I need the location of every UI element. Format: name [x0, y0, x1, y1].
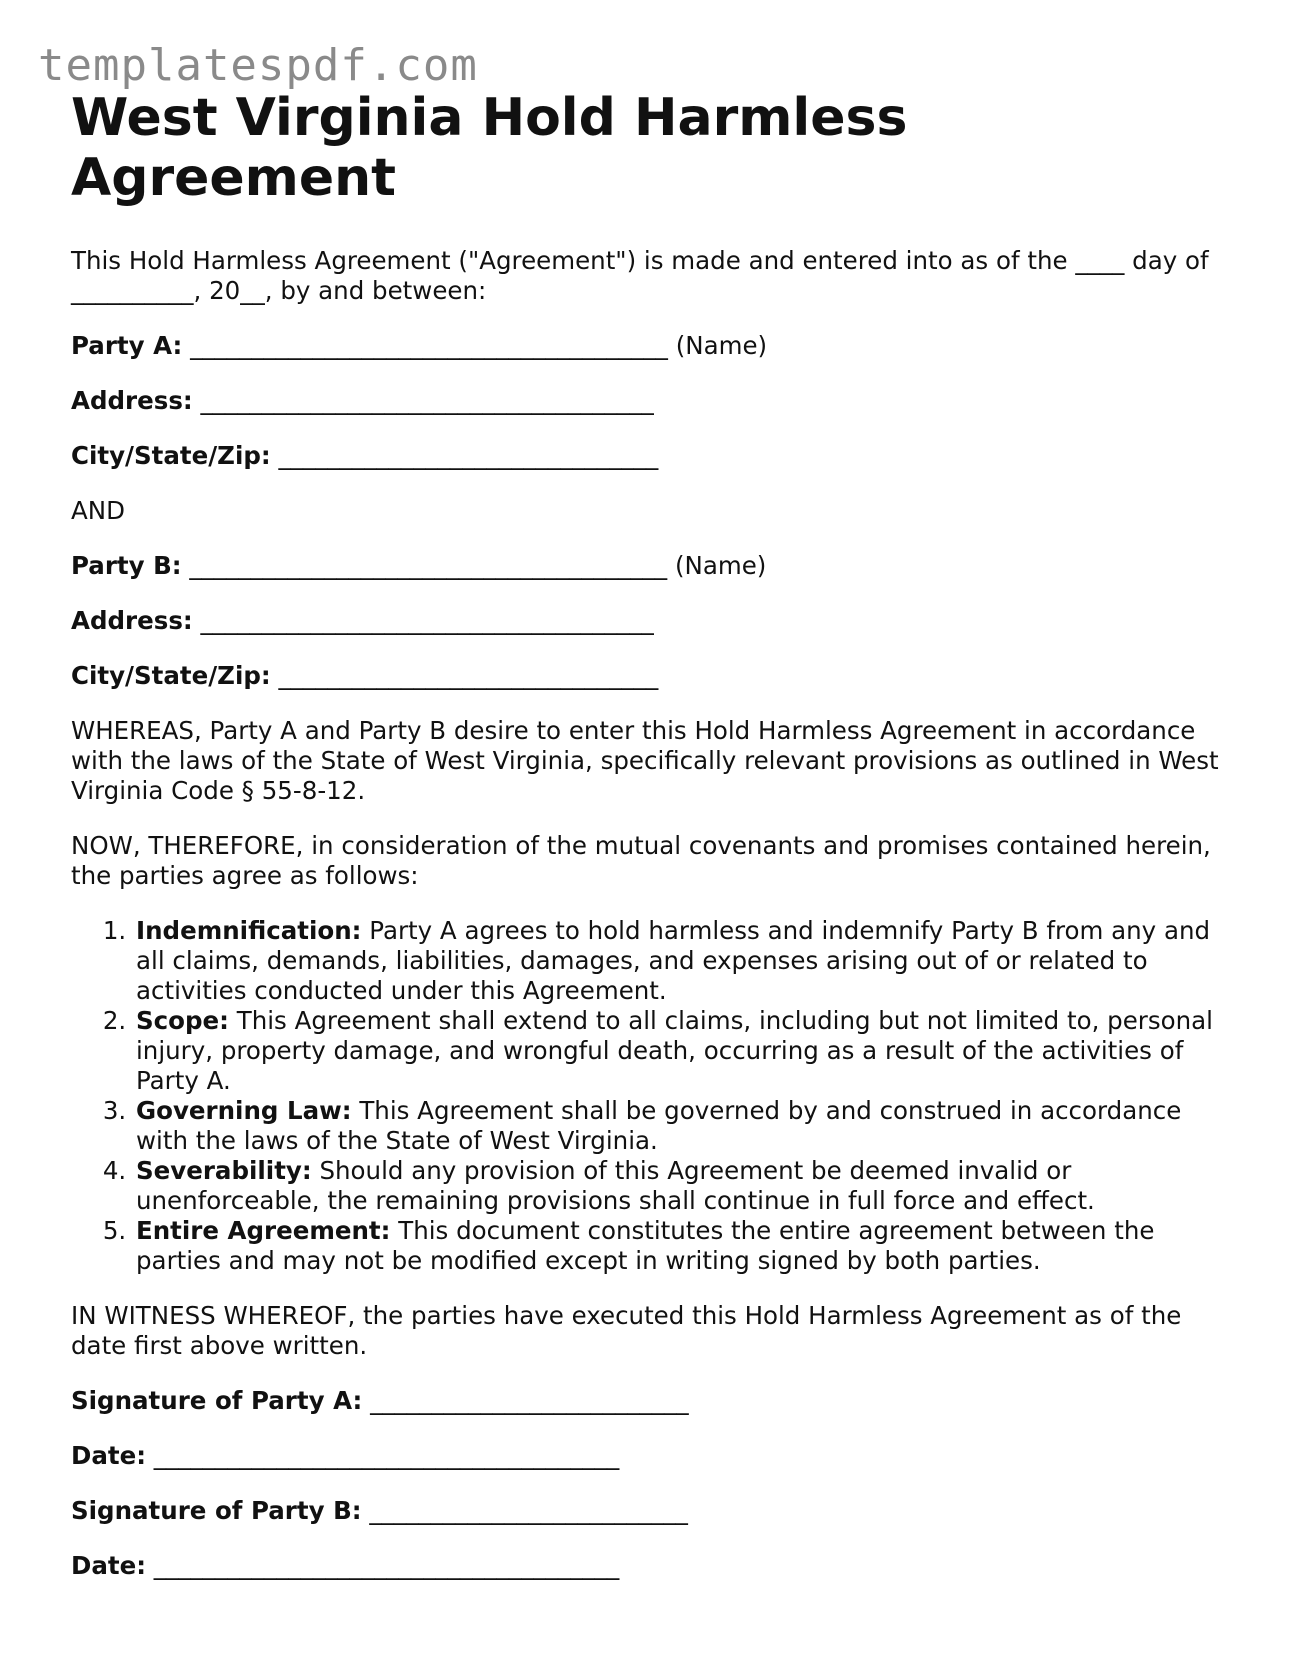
- clause-heading: Governing Law:: [136, 1096, 352, 1125]
- clause-text: Party A agrees to hold harmless and indemnify Party B from any and all claims, demands, liabilities, damages, and expenses arising out of or related to activities conducted under this Agreement.: [136, 916, 1211, 1005]
- clause-heading: Scope:: [136, 1006, 229, 1035]
- party-a-address-blank[interactable]: _____________________________________: [200, 386, 654, 415]
- party-a-name-label: Party A:: [71, 331, 183, 360]
- party-b-address-blank[interactable]: _____________________________________: [200, 606, 654, 635]
- signature-party-a-field[interactable]: [71, 1386, 1236, 1416]
- signature-party-b-field[interactable]: [71, 1496, 1236, 1526]
- clause-item: [134, 916, 1236, 1006]
- signature-party-a-blank[interactable]: __________________________: [370, 1386, 689, 1415]
- clause-item: [134, 1096, 1236, 1156]
- party-b-name-field[interactable]: [71, 551, 1236, 581]
- clause-list: [71, 916, 1236, 1276]
- and-separator: AND: [71, 496, 125, 525]
- date-party-b-blank[interactable]: ______________________________________: [153, 1551, 620, 1580]
- party-b-city-label: City/State/Zip:: [71, 661, 271, 690]
- clause-item: [134, 1006, 1236, 1096]
- date-party-a-blank[interactable]: ______________________________________: [153, 1441, 620, 1470]
- document: [71, 88, 1236, 1581]
- party-a-name-suffix: (Name): [675, 331, 768, 360]
- intro-paragraph: This Hold Harmless Agreement ("Agreement") is made and entered into as of the ____ day of __________, 20__, by and between:: [71, 246, 1209, 305]
- clause-text: Should any provision of this Agreement be deemed invalid or unenforceable, the remaining provisions shall continue in full force and effect.: [136, 1156, 1095, 1215]
- date-party-a-label: Date:: [71, 1441, 146, 1470]
- party-b-city-blank[interactable]: _______________________________: [278, 661, 659, 690]
- clause-heading: Indemnification:: [136, 916, 362, 945]
- clause-item: [134, 1156, 1236, 1216]
- clause-text: This document constitutes the entire agreement between the parties and may not be modified except in writing signed by both parties.: [136, 1216, 1155, 1275]
- date-party-b-field[interactable]: [71, 1551, 1236, 1581]
- party-b-name-suffix: (Name): [674, 551, 767, 580]
- whereas-paragraph: WHEREAS, Party A and Party B desire to enter this Hold Harmless Agreement in accordance with the laws of the State of West Virginia, specifically relevant provisions as outlined in West Virginia Code § 55-8-12.: [71, 716, 1219, 805]
- party-b-address-label: Address:: [71, 606, 193, 635]
- clause-text: This Agreement shall be governed by and construed in accordance with the laws of the State of West Virginia.: [136, 1096, 1182, 1155]
- clause-heading: Entire Agreement:: [136, 1216, 391, 1245]
- party-a-address-field[interactable]: [71, 386, 1236, 416]
- party-a-city-label: City/State/Zip:: [71, 441, 271, 470]
- party-a-name-field[interactable]: [71, 331, 1236, 361]
- party-b-name-blank[interactable]: _______________________________________: [189, 551, 668, 580]
- party-b-city-field[interactable]: [71, 661, 1236, 691]
- date-party-b-label: Date:: [71, 1551, 146, 1580]
- signature-party-a-label: Signature of Party A:: [71, 1386, 363, 1415]
- party-a-name-blank[interactable]: _______________________________________: [190, 331, 668, 360]
- watermark: templatespdf.com: [38, 40, 478, 91]
- party-a-city-field[interactable]: [71, 441, 1236, 471]
- party-a-address-label: Address:: [71, 386, 193, 415]
- party-b-name-label: Party B:: [71, 551, 182, 580]
- witness-paragraph: IN WITNESS WHEREOF, the parties have executed this Hold Harmless Agreement as of the date first above written.: [71, 1301, 1182, 1360]
- clause-text: This Agreement shall extend to all claims, including but not limited to, personal injury, property damage, and wrongful death, occurring as a result of the activities of Party A.: [136, 1006, 1213, 1095]
- clause-item: [134, 1216, 1236, 1276]
- page-title: West Virginia Hold Harmless Agreement: [71, 88, 908, 208]
- signature-party-b-blank[interactable]: __________________________: [369, 1496, 688, 1525]
- party-a-city-blank[interactable]: _______________________________: [278, 441, 659, 470]
- party-b-address-field[interactable]: [71, 606, 1236, 636]
- date-party-a-field[interactable]: [71, 1441, 1236, 1471]
- signature-party-b-label: Signature of Party B:: [71, 1496, 362, 1525]
- now-therefore-paragraph: NOW, THEREFORE, in consideration of the mutual covenants and promises contained herein, the parties agree as follows:: [71, 831, 1211, 890]
- clause-heading: Severability:: [136, 1156, 312, 1185]
